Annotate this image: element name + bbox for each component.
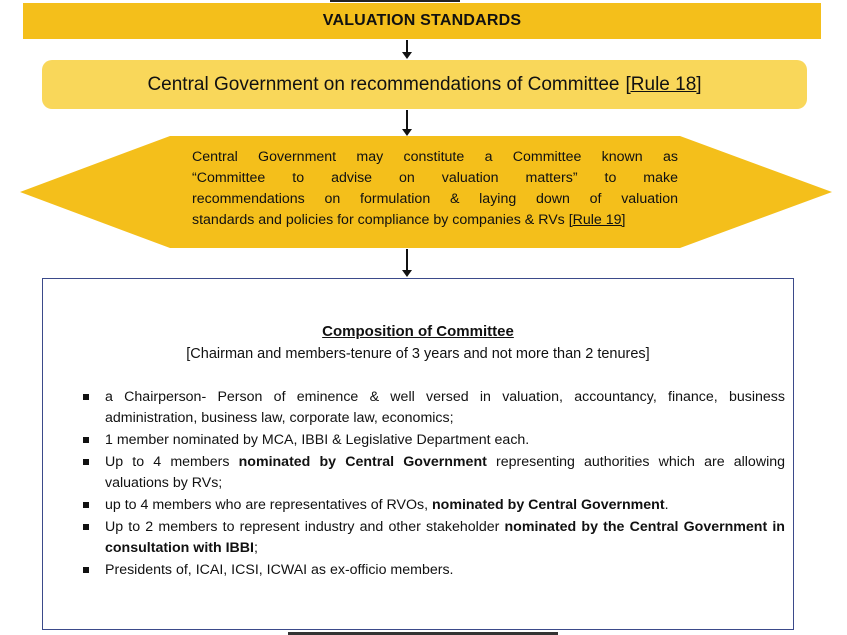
arrow-2 (406, 110, 408, 130)
rule-18-link[interactable]: [Rule 18] (625, 73, 702, 95)
composition-subtitle: [Chairman and members-tenure of 3 years and not more than 2 tenures] (186, 346, 650, 362)
central-government-box (42, 60, 807, 109)
arrow-1 (406, 40, 408, 53)
bullet-icon (83, 524, 89, 530)
item-bold-text: nominated by the Central Government in consultation with IBBI (105, 519, 785, 556)
gov-box-text: Central Government on recommendations of Committee (147, 73, 620, 95)
arrow-3 (406, 249, 408, 271)
header-title: VALUATION STANDARDS (322, 12, 522, 29)
bullet-icon (83, 394, 89, 400)
hex-line-4-text: standards and policies for compliance by companies & RVs (192, 212, 565, 228)
hex-line-1: Central Government may constitute a Committee known as (192, 149, 678, 165)
composition-list (79, 387, 785, 582)
list-item (79, 560, 785, 581)
bullet-icon (83, 459, 89, 465)
hexagon-text (192, 147, 678, 231)
item-text: a Chairperson- Person of eminence & well versed in valuation, accountancy, finance, business administration, business law, corporate law, economics; (105, 389, 785, 426)
item-bold-text: nominated by Central Government (432, 497, 665, 513)
item-text: Up to 4 members (105, 454, 239, 470)
item-text-end: ; (253, 540, 258, 556)
composition-box (42, 278, 794, 630)
composition-title: Composition of Committee (322, 323, 514, 340)
hex-line-3: recommendations on formulation & laying down of valuation (192, 191, 678, 207)
top-edge-line (330, 0, 460, 2)
list-item (79, 387, 785, 429)
item-bold-text: nominated by Central Government (238, 454, 487, 470)
hex-line-2: “Committee to advise on valuation matters” to make (192, 170, 678, 186)
list-item (79, 430, 785, 451)
committee-hexagon (20, 136, 832, 248)
valuation-standards-header (23, 3, 821, 39)
list-item (79, 495, 785, 516)
bullet-icon (83, 567, 89, 573)
item-text: Presidents of, ICAI, ICSI, ICWAI as ex-officio members. (105, 562, 454, 578)
item-text: up to 4 members who are representatives of RVOs, (105, 497, 432, 513)
item-text-end: . (664, 497, 669, 513)
rule-19-link[interactable]: [Rule 19] (568, 212, 626, 228)
list-item (79, 452, 785, 494)
item-text: 1 member nominated by MCA, IBBI & Legislative Department each. (105, 432, 530, 448)
hex-line-4 (192, 210, 678, 231)
bullet-icon (83, 502, 89, 508)
item-text: Up to 2 members to represent industry and other stakeholder (105, 519, 505, 535)
item-text-end: representing authorities which are allowing valuations by RVs; (105, 454, 786, 491)
list-item (79, 517, 785, 559)
bullet-icon (83, 437, 89, 443)
